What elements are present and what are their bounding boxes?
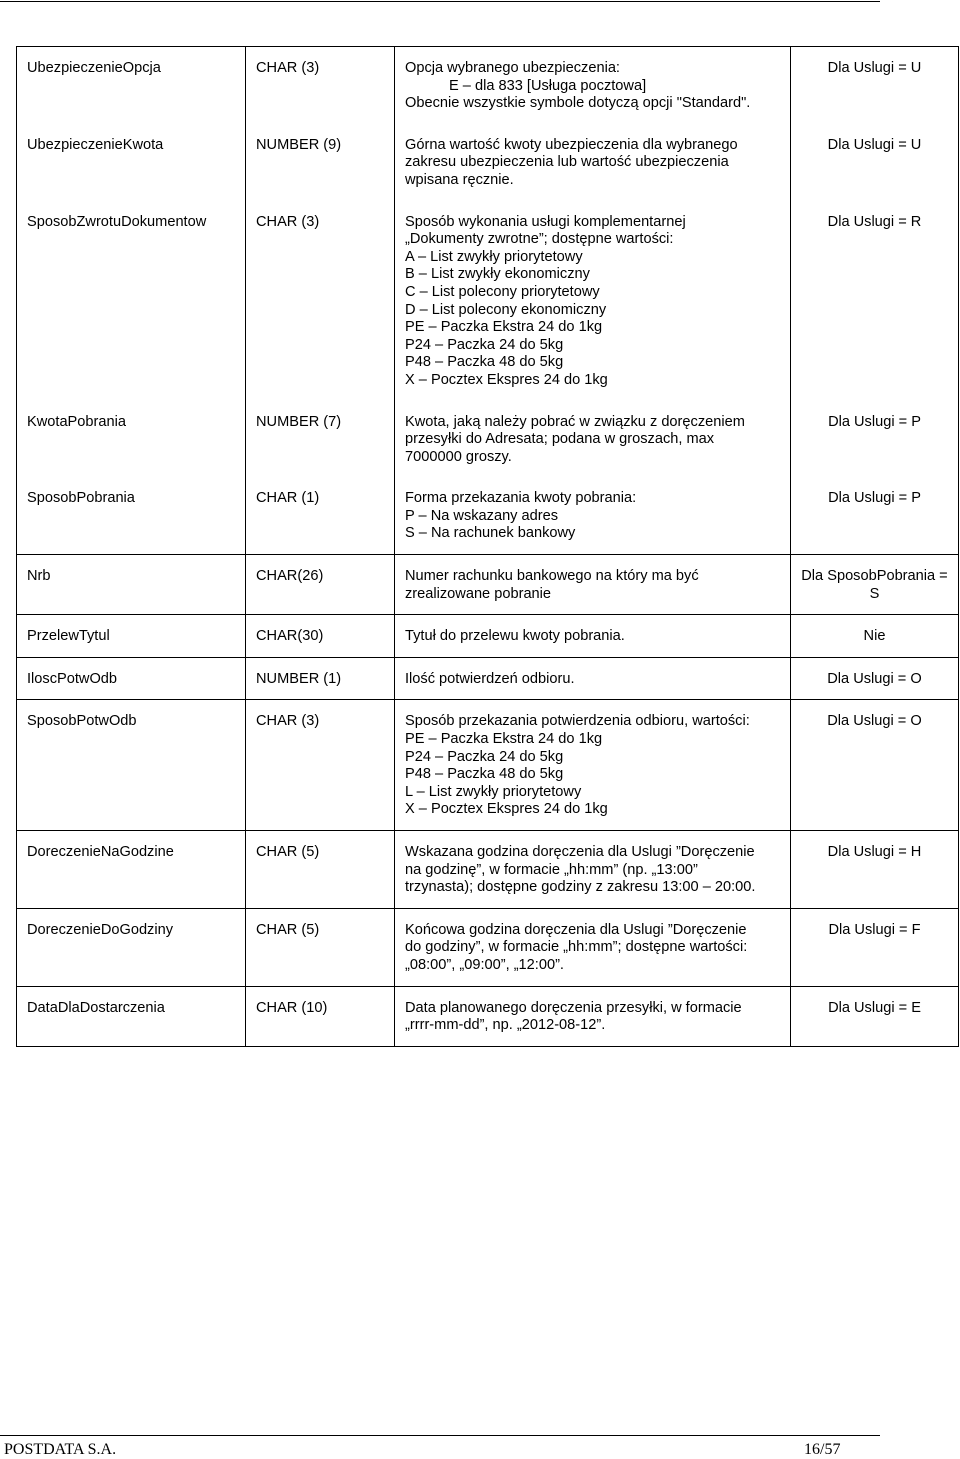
field-name-cell: DoreczenieNaGodzine xyxy=(17,831,246,909)
footer-rule xyxy=(0,1435,880,1436)
description-line: zakresu ubezpieczenia lub wartość ubezpieczenia xyxy=(405,154,729,171)
field-type-cell: CHAR (10) xyxy=(246,986,395,1046)
field-spec-table xyxy=(16,46,959,1047)
field-name-cell: KwotaPobrania xyxy=(17,401,246,478)
table-row xyxy=(17,908,959,986)
description-line: S – Na rachunek bankowy xyxy=(405,525,576,542)
table-row xyxy=(17,201,959,401)
description-line: wpisana ręcznie. xyxy=(405,171,514,188)
field-description-cell xyxy=(395,555,791,615)
description-line: Obecnie wszystkie symbole dotyczą opcji "Standard". xyxy=(405,95,751,112)
field-type-cell: NUMBER (1) xyxy=(246,657,395,700)
description-line: D – List polecony ekonomiczny xyxy=(405,301,607,318)
field-type-cell: CHAR(26) xyxy=(246,555,395,615)
field-condition-cell: Dla Uslugi = O xyxy=(791,657,959,700)
footer-company: POSTDATA S.A. xyxy=(4,1441,117,1458)
description-line: „Dokumenty zwrotne”; dostępne wartości: xyxy=(405,231,674,248)
field-condition-cell: Dla Uslugi = F xyxy=(791,908,959,986)
field-description-cell xyxy=(395,615,791,658)
description-line: Wskazana godzina doręczenia dla Uslugi ”Doręczenie xyxy=(405,844,755,860)
field-condition-cell: Dla SposobPobrania = S xyxy=(791,555,959,615)
field-type-cell: CHAR (3) xyxy=(246,47,395,124)
description-line: zrealizowane pobranie xyxy=(405,585,552,602)
field-type-cell: CHAR (1) xyxy=(246,477,395,554)
description-line: do godziny”, w formacie „hh:mm”; dostępne wartości: xyxy=(405,939,748,956)
description-line: Sposób wykonania usługi komplementarnej xyxy=(405,213,686,230)
top-rule xyxy=(0,1,880,2)
field-description-cell xyxy=(395,47,791,124)
description-line: Kwota, jaką należy pobrać w związku z doręczeniem xyxy=(405,413,745,430)
description-line: B – List zwykły ekonomiczny xyxy=(405,266,590,283)
field-name-cell: PrzelewTytul xyxy=(17,615,246,658)
description-line: „08:00”, „09:00”, „12:00”. xyxy=(405,956,564,973)
table-row xyxy=(17,700,959,831)
field-type-cell: CHAR (3) xyxy=(246,700,395,831)
field-name-cell: Nrb xyxy=(17,555,246,615)
field-description-cell xyxy=(395,124,791,201)
description-line: Końcowa godzina doręczenia dla Uslugi ”Doręczenie xyxy=(405,921,747,938)
field-condition-cell: Dla Uslugi = H xyxy=(791,831,959,909)
description-line: trzynasta); dostępne godziny z zakresu 13:00 – 20:00. xyxy=(405,879,756,896)
description-line: „rrrr-mm-dd”, np. „2012-08-12”. xyxy=(405,1017,606,1034)
field-type-cell: CHAR (3) xyxy=(246,201,395,401)
field-name-cell: UbezpieczenieOpcja xyxy=(17,47,246,124)
description-line: L – List zwykły priorytetowy xyxy=(405,783,582,800)
description-line: P24 – Paczka 24 do 5kg xyxy=(405,336,564,353)
field-description-cell xyxy=(395,201,791,401)
footer-page-number: 16/57 xyxy=(804,1441,841,1458)
field-condition-cell: Dla Uslugi = E xyxy=(791,986,959,1046)
field-name-cell: SposobPotwOdb xyxy=(17,700,246,831)
field-condition-cell: Dla Uslugi = P xyxy=(791,477,959,554)
description-line: przesyłki do Adresata; podana w groszach, max xyxy=(405,431,715,448)
table-row xyxy=(17,831,959,909)
description-line: P48 – Paczka 48 do 5kg xyxy=(405,766,564,783)
field-description-cell xyxy=(395,401,791,478)
description-line: C – List polecony priorytetowy xyxy=(405,283,600,300)
field-description-cell xyxy=(395,831,791,909)
description-line: Ilość potwierdzeń odbioru. xyxy=(405,670,575,687)
field-type-cell: NUMBER (7) xyxy=(246,401,395,478)
table-row xyxy=(17,124,959,201)
description-line: 7000000 groszy. xyxy=(405,448,512,465)
table-row xyxy=(17,477,959,554)
field-type-cell: CHAR (5) xyxy=(246,831,395,909)
table-row xyxy=(17,47,959,124)
field-name-cell: UbezpieczenieKwota xyxy=(17,124,246,201)
table-row xyxy=(17,986,959,1046)
description-line: na godzinę”, w formacie „hh:mm” (np. „13:00” xyxy=(405,861,698,878)
description-line: X – Pocztex Ekspres 24 do 1kg xyxy=(405,371,608,388)
table-row xyxy=(17,615,959,658)
field-spec-body xyxy=(17,47,959,1047)
field-condition-cell: Dla Uslugi = O xyxy=(791,700,959,831)
field-name-cell: SposobPobrania xyxy=(17,477,246,554)
description-line: Sposób przekazania potwierdzenia odbioru, wartości: xyxy=(405,713,750,730)
description-line: PE – Paczka Ekstra 24 do 1kg xyxy=(405,319,603,336)
description-line: P48 – Paczka 48 do 5kg xyxy=(405,354,564,371)
field-condition-cell: Dla Uslugi = U xyxy=(791,124,959,201)
description-line: Tytuł do przelewu kwoty pobrania. xyxy=(405,628,625,645)
field-type-cell: CHAR (5) xyxy=(246,908,395,986)
field-description-cell xyxy=(395,477,791,554)
description-line: P – Na wskazany adres xyxy=(405,507,559,524)
description-line: E – dla 833 [Usługa pocztowa] xyxy=(449,77,647,94)
field-name-cell: SposobZwrotuDokumentow xyxy=(17,201,246,401)
table-row xyxy=(17,401,959,478)
field-name-cell: DoreczenieDoGodziny xyxy=(17,908,246,986)
field-type-cell: NUMBER (9) xyxy=(246,124,395,201)
table-row xyxy=(17,555,959,615)
description-line: PE – Paczka Ekstra 24 do 1kg xyxy=(405,731,603,748)
description-line: Data planowanego doręczenia przesyłki, w formacie xyxy=(405,999,742,1016)
field-name-cell: IloscPotwOdb xyxy=(17,657,246,700)
description-line: Górna wartość kwoty ubezpieczenia dla wybranego xyxy=(405,136,738,153)
field-description-cell xyxy=(395,986,791,1046)
table-row xyxy=(17,657,959,700)
field-condition-cell: Nie xyxy=(791,615,959,658)
field-condition-cell: Dla Uslugi = U xyxy=(791,47,959,124)
field-condition-cell: Dla Uslugi = R xyxy=(791,201,959,401)
field-description-cell xyxy=(395,700,791,831)
description-line: Forma przekazania kwoty pobrania: xyxy=(405,490,637,507)
description-line: A – List zwykły priorytetowy xyxy=(405,248,583,265)
description-line: P24 – Paczka 24 do 5kg xyxy=(405,748,564,765)
field-description-cell xyxy=(395,657,791,700)
description-line: Opcja wybranego ubezpieczenia: xyxy=(405,60,620,76)
field-type-cell: CHAR(30) xyxy=(246,615,395,658)
field-name-cell: DataDlaDostarczenia xyxy=(17,986,246,1046)
description-line: Numer rachunku bankowego na który ma być xyxy=(405,568,699,585)
field-description-cell xyxy=(395,908,791,986)
description-line: X – Pocztex Ekspres 24 do 1kg xyxy=(405,801,608,818)
field-condition-cell: Dla Uslugi = P xyxy=(791,401,959,478)
